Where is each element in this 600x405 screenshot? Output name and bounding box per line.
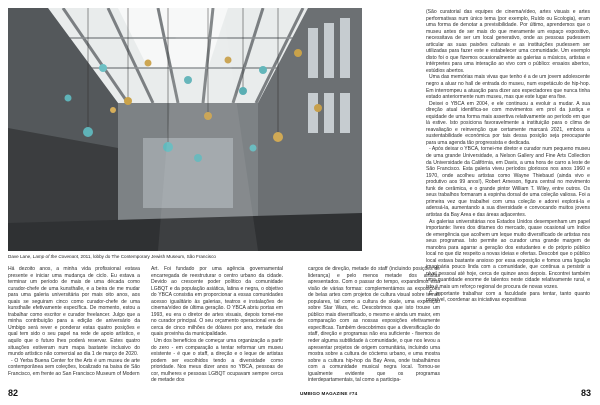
- right-col-paragraph: As galerias universitárias nos Estados Unidos desempenham um papel importante: livres dos ditames do mercado, quase ocasional um índice de emergência que acolhem um leque muito diversificado de artistas nos seus programas. Isto permite ao curador uma grande margem de manobra para agarrar a geração dos estudantes e do próprio público local no que diz respeito a novas ideias e ofertas. Descobri que o público local estava bastante ansioso por essa exposição e fomos uma ligação imaginária pouco linda com a comunidade, que continua a persistir a nível pessoal até hoje, cerca de quinze anos depois. Encontrei também uma quantidade enorme de talentos neste cidade relativamente rural, e isto é mais um reforço regional de procura de novas vozes.: [426, 218, 590, 290]
- bottom-columns: [8, 266, 590, 384]
- caption-rest: , 2011, lobby do The Contemporary Jewish Museum, São Francisco: [77, 254, 216, 259]
- caption-title: Lamp of the Covenant: [32, 254, 78, 259]
- col1-paragraph: - O Yerba Buena Center for the Arts é um museu de arte contemporânea sem coleções, localizado na baixa de São Francisco, em frente ao San Francisco Museum of Modern: [8, 357, 140, 377]
- lamp-installation-image: [8, 8, 362, 251]
- right-col-paragraph: É importante trabalhar com a faculdade para tentar, tanto quanto possível, coordenar as iniciativas expositivas: [426, 290, 590, 304]
- photo-caption: [8, 254, 362, 260]
- col3-paragraph: cargos de direção, metade do staff (incluindo posições de liderança) e pelo menos metade dos artistas apresentados. Com o passar do tempo, expandimos esta visão de várias formas: complementámos as exposições de belas artes com projetos de cultura visual sobre temas populares, tal como a cultura de skate, uma exposição sobre Star Wars, etc. Descobrimos que isto trouxe um público mais diversificado, o mesmo e ainda um maior, em comparação com as nossas exposições efetivamente específicas. Também descobrimos que a diversificação do staff, direção e programas não era suficiente - fixemos de reder alguma subtilidade à comunidade, o que nos levou a apresentar projetos de origem comunitária, incluindo uma mostra sobre a cultura de cóctems urbano, e uma mostra sobre a cultura hip-hop da Bay Area, onde trabalhámos com a comunidade musical negra local. Tornou-se igualmente evidente que os programas interdepartamentais, tal como a participa-: [308, 266, 440, 384]
- right-column: [426, 9, 590, 304]
- column-2: [151, 266, 283, 384]
- col1-paragraph: Há dezoito anos, a minha vida profissional estava presente e iniciar uma mudança de ciclo. Eu estava a terminar um período de mais de uma década como curador-chefe de uma kunsthalle, e a beira de me mudar para uma galeria universitária por mais oito anos, aos quais se seguiram cinco como curador-chefe de uma kunsthalle efetivamente específica. De momento, estou a trabalhar como escritor e curador freelancer. Julgo que a minha contribuição para a edição de aniversário da Umbigo será rever e ponderar estas quatro posições e qual tem sido o seu papel na rede de apoio artístico, e aquilo que o futuro lhes poderá reservar. Estes quatro situações estiveram num mapa bastante inclusivo do mundo artístico não comercial ao dia 1 de março de 2020.: [8, 266, 140, 358]
- col2-paragraph: Um dos benefícios de começar uma organização a partir do zero - em comparação a tentar reformar um museu existente - é que o staff, a direção e o leque de artistas podem ser escolhidos tendo a diversidade como prioridade. Nos meus dizer anos no YBCA, pessoas de cor, mulheres e pessoas LGBQT ocupavam sempre cerca de metade dos: [151, 338, 283, 384]
- right-col-paragraph: (São curatorial das equipes de cinema/vídeo, artes visuais e artes performativas num único tema (por exemplo, Ruído ou Ecologia), eram uma forma de denotar a previsibilidade. Por último, aprendemos que o museu antes de ser mais do que meramente um espaço expositivo, necessitava de ser um local generativo, onde as pessoas pudessem articular as suas paixões culturais e as instituições pudessem ser utilizadas para fazer este e estabelecer uma comunidade. Um exemplo disto foi o que fizemos ocasionalmente as galerias a músicos, artistas e intérpretes para uma interação ao vivo com o público: ensaios abertos, estúdios abertos.: [426, 9, 590, 74]
- column-3: [308, 266, 440, 384]
- caption-credit: Dave Lane,: [8, 254, 32, 259]
- col2-paragraph: Art. Foi fundado por uma agência governamental encarregada de reestruturar o centro urbano da cidade. Devido ao crescente poder político da comunidade LGBQT e da população asiática, latina e negra, o objetivo do YBCA consistia em proporcionar a essas comunidades acesso igualitário às galerias, teatros e instalações de cinema/vídeo de última geração. O YBCA abriu portas em 1993, eu era o diretor de artes visuais, depois tornei-me no curador principal. O seu orçamento operacional era de cerca de cinco milhões de dólares por ano, metade dos quais provinha da municipalidade.: [151, 266, 283, 338]
- right-col-paragraph: - Após deixar o YBCA, tornei-me diretor e curador num pequeno museu de uma grande Universidade, a Nelson Gallery and Fine Arts Collection da Universidade da Califórnia, em Davis, a uma hora de carro a leste de São Francisco. Esta galeria viveu períodos gloriosos nos anos 1960 e 1970, onde acolheu artistas como Wayne Thiebaud (ainda vivo e produtivo aos 99 anos!), Robert Arneson, figura central no movimento funk de cerâmica, e o grande pintor William T. Wiley, entre outros. Os seus trabalhos formaram a espinha dorsal de uma coleção valiosa. Foi a primeira vez que trabalhei com uma coleção e adorei explorá-la e adensá-la, aumentando a sua diversidade e convocando muitos jovens artistas da Bay Area e das áreas adjacentes.: [426, 146, 590, 218]
- right-col-paragraph: Deixei o YBCA em 2004, e ele continuou a evoluir a mudar. A sua direção atual identifica-se com movimentos em prol da justiça e equidade de uma forma mais assertiva relativamente ao período em que lá estive. Isto posiciona favoravelmente a instituição para o clima de reavaliação e reinvenção que certamente marcará 2021, embora a sustentabilidade económica por tais dessa posição seja preocupante para uma agenda tão progressista e dedicada.: [426, 100, 590, 146]
- right-col-paragraph: Uma das memórias mais vivas que tenho é a de um jovem adolescente negro a aluar no hall de entrada do museu, num espetáculo de hip-hop. Em interrompeu a atuação para dizer aos espectadores que nunca tinha estado anteriormente num museu, mas que este lugar era fixe.: [426, 74, 590, 101]
- lobby-photo: [8, 8, 362, 251]
- magazine-name: UMBIGO MAGAZINE #74: [300, 391, 358, 396]
- page-number-right: 83: [580, 388, 591, 398]
- column-1: [8, 266, 140, 377]
- page-number-left: 82: [8, 388, 19, 398]
